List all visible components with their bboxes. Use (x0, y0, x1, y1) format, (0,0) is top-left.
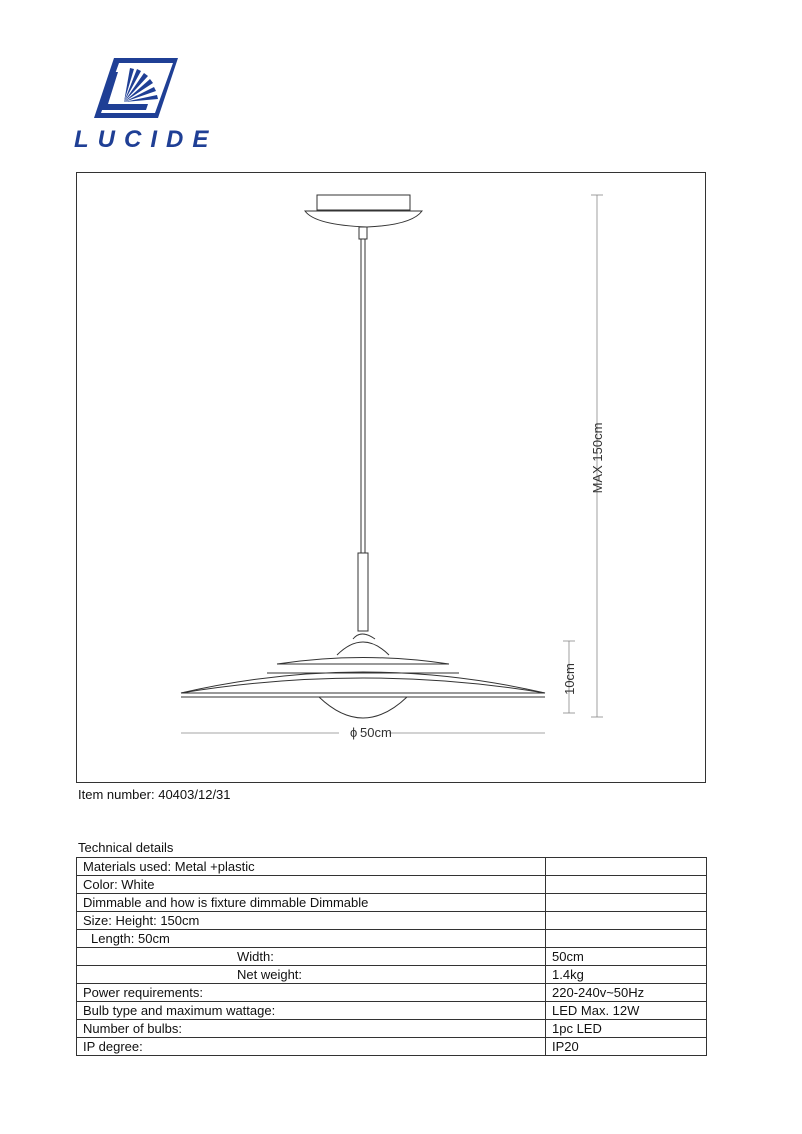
table-row (77, 858, 707, 876)
item-number-label: Item number: (78, 787, 155, 802)
spec-value (546, 858, 707, 876)
spec-label: Color: White (77, 876, 546, 894)
table-row (77, 984, 707, 1002)
height-dimension-label: MAX 150cm (590, 422, 605, 494)
table-row (77, 1020, 707, 1038)
table-row (77, 912, 707, 930)
pendant-lamp-drawing (77, 173, 707, 784)
spec-value (546, 912, 707, 930)
spec-label: Materials used: Metal +plastic (77, 858, 546, 876)
spec-label: Bulb type and maximum wattage: (77, 1002, 546, 1020)
item-number (78, 787, 231, 802)
spec-label: Power requirements: (77, 984, 546, 1002)
spec-value: 220-240v~50Hz (546, 984, 707, 1002)
table-row (77, 966, 707, 984)
spec-value: LED Max. 12W (546, 1002, 707, 1020)
spec-label: Length: 50cm (77, 930, 546, 948)
brand-name: LUCIDE (74, 126, 218, 153)
technical-details-title: Technical details (78, 840, 174, 855)
table-row (77, 948, 707, 966)
spec-label: Number of bulbs: (77, 1020, 546, 1038)
spec-value: 1.4kg (546, 966, 707, 984)
fixture-height-label: 10cm (562, 663, 577, 695)
product-drawing (76, 172, 706, 783)
diameter-label: 50cm (360, 725, 392, 740)
table-row (77, 1038, 707, 1056)
spec-label: Dimmable and how is fixture dimmable Dimmable (77, 894, 546, 912)
spec-value: 50cm (546, 948, 707, 966)
table-row (77, 894, 707, 912)
table-row (77, 930, 707, 948)
spec-value (546, 930, 707, 948)
spec-label: Size: Height: 150cm (77, 912, 546, 930)
spec-label: Width: (77, 948, 546, 966)
table-row (77, 1002, 707, 1020)
spec-label: Net weight: (77, 966, 546, 984)
spec-value: 1pc LED (546, 1020, 707, 1038)
diameter-symbol: ϕ (350, 725, 358, 740)
table-row (77, 876, 707, 894)
technical-details-table (76, 857, 707, 1056)
spec-value: IP20 (546, 1038, 707, 1056)
spec-label: IP degree: (77, 1038, 546, 1056)
item-number-value: 40403/12/31 (158, 787, 231, 802)
spec-value (546, 876, 707, 894)
spec-value (546, 894, 707, 912)
